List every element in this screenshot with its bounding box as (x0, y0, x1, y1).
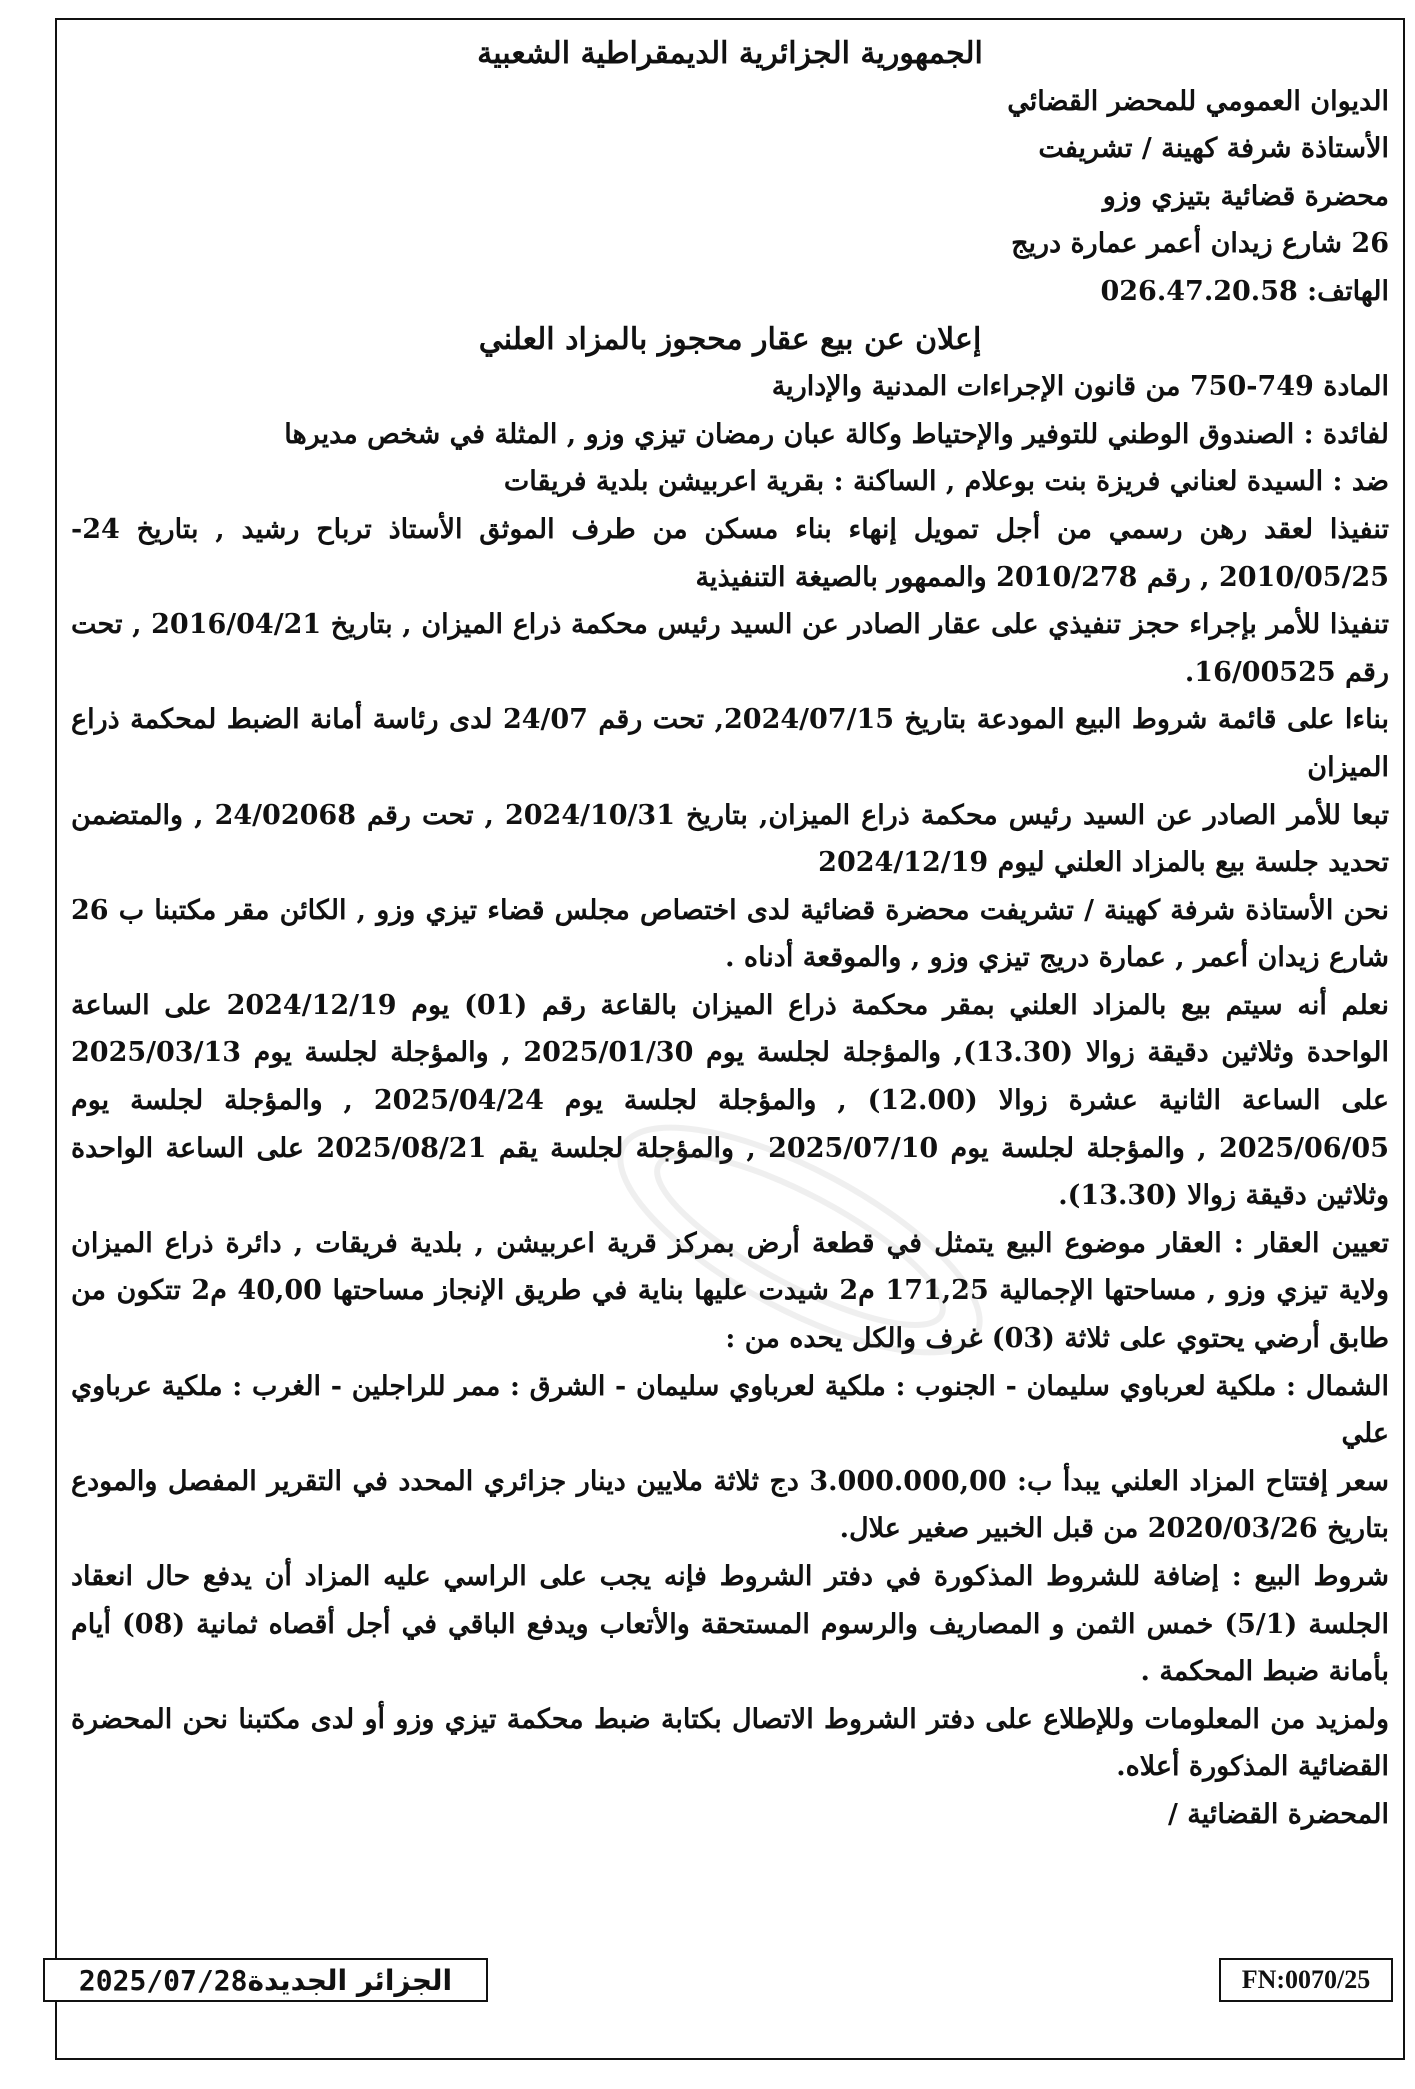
announcement-body (71, 30, 1389, 1839)
newspaper-date-box (43, 1958, 488, 2002)
property-description-paragraph: تعيين العقار : العقار موضوع البيع يتمثل في قطعة أرض بمركز قرية اعربيشن , بلدية فريقات , دائرة ذراع الميزان ولاية تيزي وزو , مساحتها الإجمالية 171,25 م2 شيدت عليها بناية في طريق الإنجاز مساحتها 40,00 م2 تتكون من طابق أرضي يحتوي على ثلاثة (03) غرف والكل يحده من : (71, 1227, 1389, 1355)
bailiff-statement-paragraph: نحن الأستاذة شرفة كهينة / تشريفت محضرة قضائية لدى اختصاص مجلس قضاء تيزي وزو , الكائن مقر مكتبنا ب 26 شارع زيدان أعمر , عمارة دريج تيزي وزو , والموقعة أدناه . (71, 894, 1389, 974)
opening-price-paragraph: سعر إفتتاح المزاد العلني يبدأ ب: 3.000.000,00 دج ثلاثة ملايين دينار جزائري المحدد في التقرير المفصل والمودع بتاريخ 2020/03/26 من قبل الخبير صغير علال. (71, 1465, 1389, 1545)
bailiff-location: محضرة قضائية بتيزي وزو (1102, 180, 1389, 212)
mortgage-paragraph: تنفيذا لعقد رهن رسمي من أجل تمويل إنهاء بناء مسكن من طرف الموثق الأستاذ ترباح رشيد , بتاريخ 24-2010/05/25 , رقم 2010/278 والممهور بالصيغة التنفيذية (71, 513, 1389, 593)
publication-date: 2025/07/28 (78, 1963, 248, 1997)
beneficiary-paragraph: لفائدة : الصندوق الوطني للتوفير والإحتياط وكالة عبان رمضان تيزي وزو , المثلة في شخص مديرها (284, 418, 1389, 450)
signature-line: المحضرة القضائية / (1167, 1798, 1389, 1830)
file-number-box (1219, 1958, 1393, 2002)
sale-terms-paragraph: شروط البيع : إضافة للشروط المذكورة في دفتر الشروط فإنه يجب على الراسي عليه المزاد أن يدفع حال انعقاد الجلسة (5/1) خمس الثمن و المصاريف والرسوم المستحقة والأتعاب ويدفع الباقي في أجل أقصاه ثمانية (08) أيام بأمانة ضبط المحكمة . (71, 1561, 1389, 1688)
more-info-paragraph: ولمزيد من المعلومات وللإطلاع على دفتر الشروط الاتصال بكتابة ضبط محكمة تيزي وزو أو لدى مكتبنا نحن المحضرة القضائية المذكورة أعلاه. (71, 1703, 1389, 1783)
announcement-frame (55, 18, 1405, 2060)
conditions-list-paragraph: بناءا على قائمة شروط البيع المودعة بتاريخ 2024/07/15, تحت رقم 24/07 لدى رئاسة أمانة الضبط لمحكمة ذراع الميزان (71, 704, 1389, 783)
newspaper-name: الجزائر الجديدة (247, 1963, 453, 1997)
against-paragraph: ضد : السيدة لعناني فريزة بنت بوعلام , الساكنة : بقرية اعربيشن بلدية فريقات (503, 466, 1389, 498)
sale-announcement-paragraph: نعلم أنه سيتم بيع بالمزاد العلني بمقر محكمة ذراع الميزان بالقاعة رقم (01) يوم 2024/12/19 على الساعة الواحدة وثلاثين دقيقة زوالا (13.30), والمؤجلة لجلسة يوم 2025/01/30 , والمؤجلة لجلسة يوم 2025/03/13 على الساعة الثانية عشرة زوالا (12.00) , والمؤجلة لجلسة يوم 2025/04/24 , والمؤجلة لجلسة يوم 2025/06/05 , والمؤجلة لجلسة يوم 2025/07/10 , والمؤجلة لجلسة يقم 2025/08/21 على الساعة الواحدة وثلاثين دقيقة زوالا (13.30). (71, 989, 1389, 1212)
office-phone: الهاتف: 026.47.20.58 (1100, 275, 1389, 307)
file-number: FN:0070/25 (1241, 1965, 1371, 1994)
office-name: الديوان العمومي للمحضر القضائي (1007, 85, 1389, 117)
boundaries-paragraph: الشمال : ملكية لعرباوي سليمان - الجنوب : ملكية لعرباوي سليمان - الشرق : ممر للراجلين - الغرب : ملكية عرباوي علي (71, 1370, 1390, 1450)
office-address: 26 شارع زيدان أعمر عمارة دريج (1011, 228, 1389, 260)
bailiff-name: الأستاذة شرفة كهينة / تشريفت (1038, 133, 1389, 165)
republic-heading: الجمهورية الجزائرية الديمقراطية الشعبية (477, 36, 983, 71)
announcement-title: إعلان عن بيع عقار محجوز بالمزاد العلني (478, 321, 982, 357)
order-session-paragraph: تبعا للأمر الصادر عن السيد رئيس محكمة ذراع الميزان, بتاريخ 2024/10/31 , تحت رقم 24/02068 , والمتضمن تحديد جلسة بيع بالمزاد العلني ليوم 2024/12/19 (71, 799, 1389, 879)
execution-order-paragraph: تنفيذا للأمر بإجراء حجز تنفيذي على عقار الصادر عن السيد رئيس محكمة ذراع الميزان , بتاريخ 2016/04/21 , تحت رقم 16/00525. (71, 609, 1389, 688)
article-reference: المادة 749-750 من قانون الإجراءات المدنية والإدارية (771, 371, 1389, 403)
